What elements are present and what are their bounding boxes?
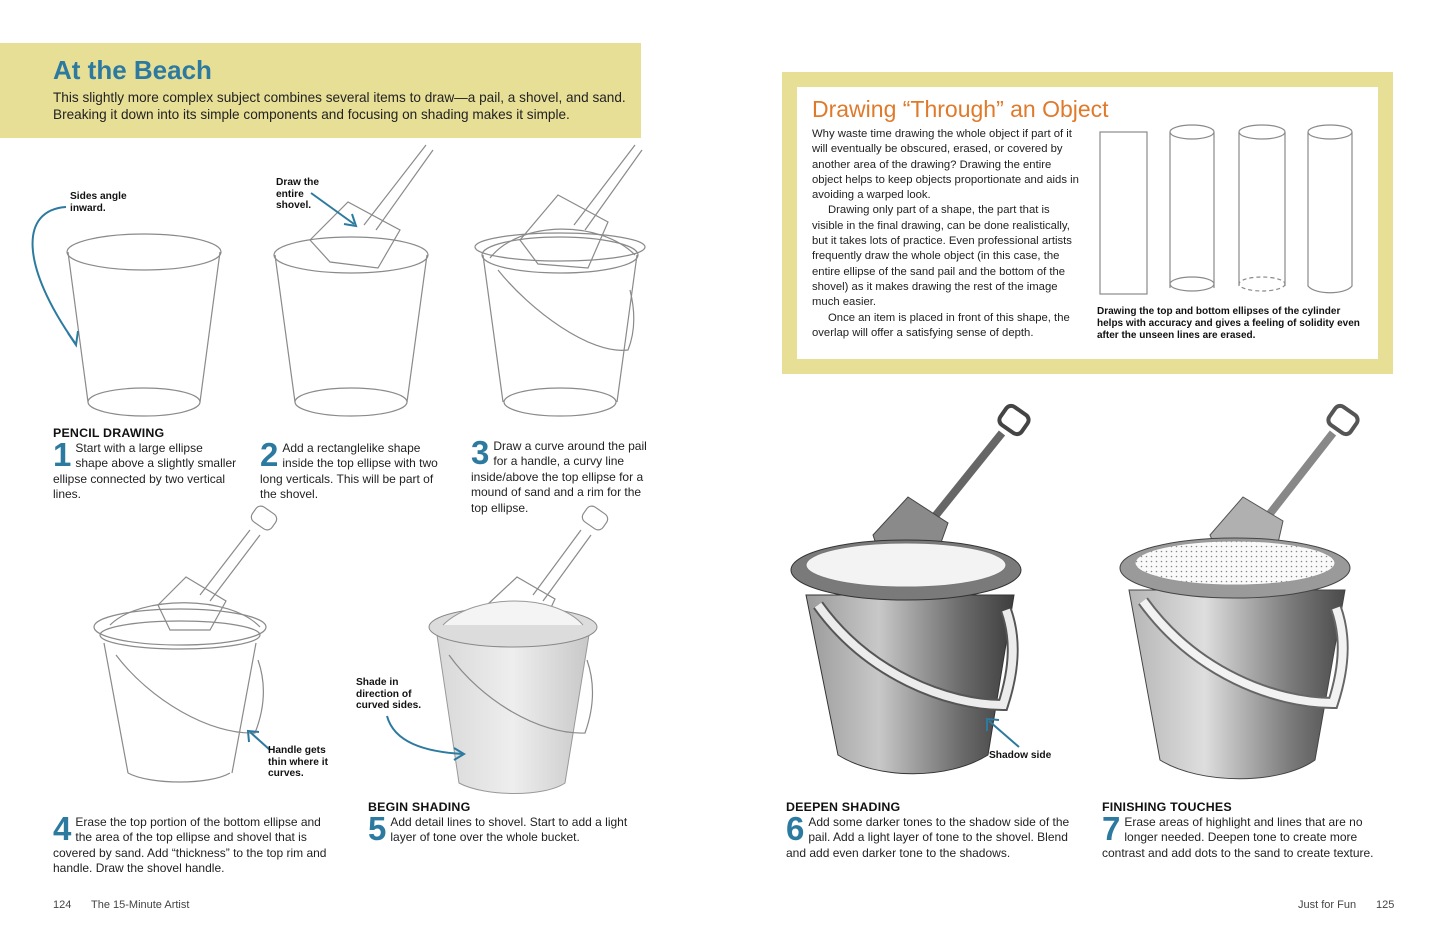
step-text: Start with a large ellipse shape above a slightly smaller ellipse connected by two vertical lines.	[53, 441, 237, 502]
sidebar-title: Drawing “Through” an Object	[812, 96, 1109, 122]
step-number: 6	[786, 810, 805, 847]
step-number: 3	[471, 434, 490, 471]
sidebar-paragraph: Why waste time drawing the whole object if part of it will eventually be obscured, erased, or covered by another area of the drawing? Drawing the entire object helps to keep objects proportionate and aids in avoiding a warped look.	[812, 128, 1079, 202]
step-number: 4	[53, 810, 72, 847]
intro-text: This slightly more complex subject combines several items to draw—a pail, a shovel, and sand. Breaking it down into its simple components and focusing on shading makes it simple.	[53, 90, 626, 122]
shade-arrow	[384, 712, 469, 762]
shadow-arrow	[983, 715, 1023, 750]
footer-page-number-left: 124	[53, 899, 72, 911]
step-6	[786, 810, 1078, 861]
section-pencil-drawing: PENCIL DRAWING	[53, 426, 165, 440]
section-begin-shading: BEGIN SHADING	[368, 800, 471, 814]
footer-section-title: Just for Fun	[1298, 899, 1357, 911]
sidebar-text	[812, 127, 1080, 341]
section-deepen-shading: DEEPEN SHADING	[786, 800, 901, 814]
step-7	[1102, 810, 1387, 861]
cylinder-sketches	[1095, 120, 1360, 300]
step-text: Add a rectanglelike shape inside the top ellipse with two long verticals. This will be part of the shovel.	[260, 441, 438, 502]
step-number: 5	[368, 810, 387, 847]
step-number: 7	[1102, 810, 1121, 847]
cylinder-caption: Drawing the top and bottom ellipses of the cylinder helps with accuracy and gives a feeling of solidity even after the unseen lines are erased.	[1097, 306, 1360, 341]
footer-book-title: The 15-Minute Artist	[91, 899, 190, 911]
step-number: 2	[260, 436, 279, 473]
footer-page-number-right: 125	[1376, 899, 1395, 911]
step-4	[53, 810, 336, 877]
step-text: Erase the top portion of the bottom ellipse and the area of the top ellipse and shovel that is covered by sand. Add “thickness” to the top rim and handle. Draw the shovel handle.	[53, 815, 327, 876]
sidebar-paragraph: Drawing only part of a shape, the part that is visible in the final drawing, can be done realistically, but it takes lots of practice. Even professional artists frequently draw the whole object (in this case, the entire ellipse of the sand pail and the bottom of the shovel) as it makes drawing the rest of the image much easier.	[812, 204, 1072, 309]
step-text: Erase areas of highlight and lines that are no longer needed. Deepen tone to create more contrast and add dots to the sand to create texture.	[1102, 815, 1374, 860]
note-shadow-side: Shadow side	[989, 750, 1052, 761]
step-text: Draw a curve around the pail for a handle, a curvy line inside/above the top ellipse for a mound of sand and a rim for the top ellipse.	[471, 439, 647, 515]
note-sides: Sides angle inward.	[70, 191, 127, 214]
sidebar-paragraph: Once an item is placed in front of this shape, the overlap will offer a satisfying sense of depth.	[812, 311, 1070, 339]
step-text: Add some darker tones to the shadow side of the pail. Add a light layer of tone to the shovel. Blend and add even darker tone to the shadows.	[786, 815, 1070, 860]
note-handle: Handle gets thin where it curves.	[268, 745, 328, 779]
pail-sketch-step-3	[470, 140, 650, 425]
step-1	[53, 436, 238, 503]
page-title: At the Beach	[53, 55, 212, 85]
step-5	[368, 810, 638, 847]
pail-drawing-step-7	[1115, 405, 1365, 790]
sides-arrow	[20, 205, 90, 355]
step-number: 1	[53, 436, 72, 473]
step-2	[260, 436, 445, 503]
note-shovel: Draw the entire shovel.	[276, 177, 320, 211]
section-finishing-touches: FINISHING TOUCHES	[1102, 800, 1232, 814]
note-shade: Shade in direction of curved sides.	[356, 677, 422, 711]
step-text: Add detail lines to shovel. Start to add a light layer of tone over the whole bucket.	[390, 815, 628, 845]
